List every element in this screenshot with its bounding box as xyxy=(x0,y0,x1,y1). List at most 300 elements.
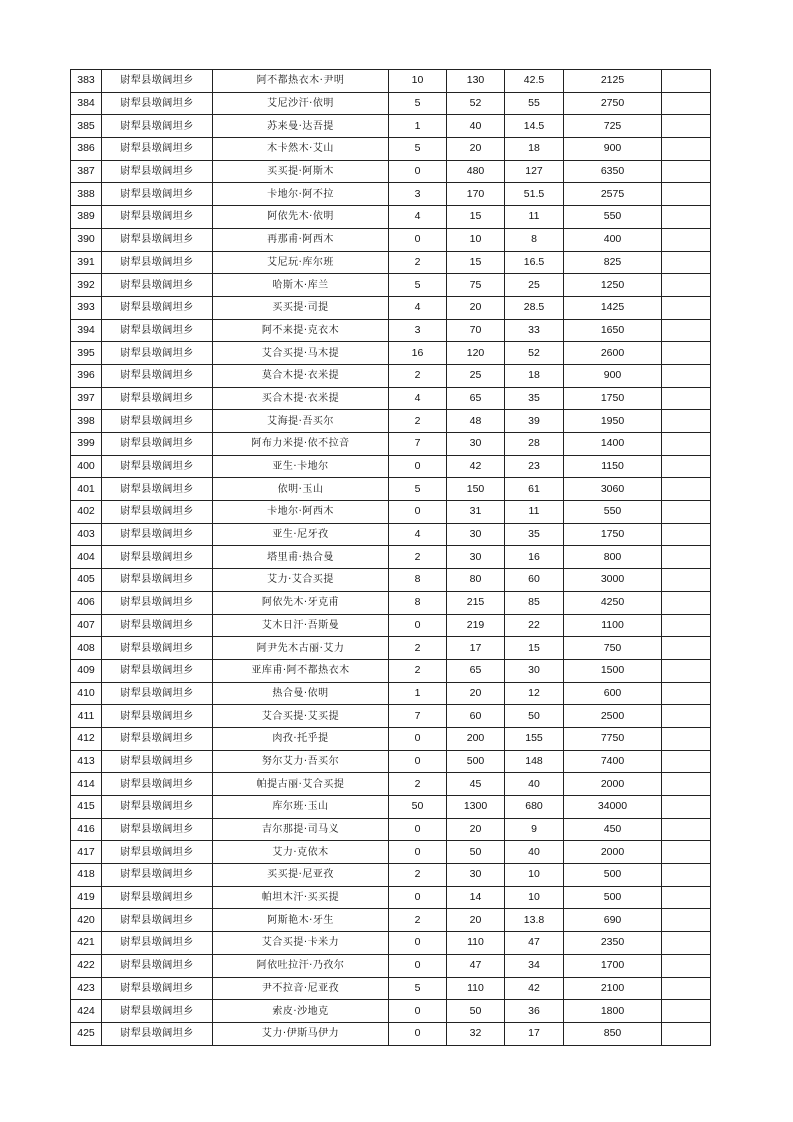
name-cell: 阿依吐拉汗·乃孜尔 xyxy=(213,954,389,977)
table-row xyxy=(71,160,711,183)
row-index: 387 xyxy=(71,160,102,183)
remark-cell xyxy=(662,501,711,524)
amount-cell: 2575 xyxy=(564,183,662,206)
value-1-cell: 0 xyxy=(389,932,447,955)
township-cell: 尉犁县墩阔坦乡 xyxy=(102,523,213,546)
value-2-cell: 215 xyxy=(447,591,505,614)
amount-cell: 6350 xyxy=(564,160,662,183)
row-index: 401 xyxy=(71,478,102,501)
data-table-container xyxy=(70,69,711,1046)
remark-cell xyxy=(662,591,711,614)
value-3-cell: 34 xyxy=(505,954,564,977)
value-1-cell: 2 xyxy=(389,773,447,796)
name-cell: 亚生·尼牙孜 xyxy=(213,523,389,546)
value-2-cell: 75 xyxy=(447,274,505,297)
remark-cell xyxy=(662,206,711,229)
value-1-cell: 10 xyxy=(389,70,447,93)
value-2-cell: 17 xyxy=(447,637,505,660)
amount-cell: 3000 xyxy=(564,569,662,592)
value-1-cell: 2 xyxy=(389,546,447,569)
township-cell: 尉犁县墩阔坦乡 xyxy=(102,296,213,319)
value-2-cell: 10 xyxy=(447,228,505,251)
township-cell: 尉犁县墩阔坦乡 xyxy=(102,455,213,478)
name-cell: 艾海提·吾买尔 xyxy=(213,410,389,433)
amount-cell: 825 xyxy=(564,251,662,274)
name-cell: 努尔艾力·吾买尔 xyxy=(213,750,389,773)
row-index: 424 xyxy=(71,1000,102,1023)
name-cell: 阿不都热衣木·尹明 xyxy=(213,70,389,93)
table-row xyxy=(71,523,711,546)
row-index: 385 xyxy=(71,115,102,138)
table-row xyxy=(71,387,711,410)
row-index: 411 xyxy=(71,705,102,728)
table-row xyxy=(71,478,711,501)
remark-cell xyxy=(662,342,711,365)
value-3-cell: 35 xyxy=(505,523,564,546)
value-3-cell: 30 xyxy=(505,659,564,682)
value-1-cell: 7 xyxy=(389,433,447,456)
value-3-cell: 25 xyxy=(505,274,564,297)
value-2-cell: 52 xyxy=(447,92,505,115)
value-1-cell: 5 xyxy=(389,138,447,161)
row-index: 392 xyxy=(71,274,102,297)
remark-cell xyxy=(662,319,711,342)
value-2-cell: 150 xyxy=(447,478,505,501)
row-index: 425 xyxy=(71,1022,102,1045)
row-index: 421 xyxy=(71,932,102,955)
amount-cell: 2750 xyxy=(564,92,662,115)
name-cell: 哈斯木·库兰 xyxy=(213,274,389,297)
value-1-cell: 0 xyxy=(389,614,447,637)
township-cell: 尉犁县墩阔坦乡 xyxy=(102,591,213,614)
table-row xyxy=(71,750,711,773)
amount-cell: 550 xyxy=(564,501,662,524)
name-cell: 莫合木提·衣米提 xyxy=(213,364,389,387)
township-cell: 尉犁县墩阔坦乡 xyxy=(102,183,213,206)
value-2-cell: 80 xyxy=(447,569,505,592)
remark-cell xyxy=(662,455,711,478)
amount-cell: 7400 xyxy=(564,750,662,773)
amount-cell: 1150 xyxy=(564,455,662,478)
value-2-cell: 15 xyxy=(447,206,505,229)
township-cell: 尉犁县墩阔坦乡 xyxy=(102,659,213,682)
name-cell: 肉孜·托乎提 xyxy=(213,727,389,750)
name-cell: 塔里甫·热合曼 xyxy=(213,546,389,569)
row-index: 412 xyxy=(71,727,102,750)
row-index: 384 xyxy=(71,92,102,115)
row-index: 404 xyxy=(71,546,102,569)
amount-cell: 2000 xyxy=(564,773,662,796)
township-cell: 尉犁县墩阔坦乡 xyxy=(102,274,213,297)
value-2-cell: 48 xyxy=(447,410,505,433)
row-index: 406 xyxy=(71,591,102,614)
amount-cell: 1950 xyxy=(564,410,662,433)
remark-cell xyxy=(662,886,711,909)
row-index: 419 xyxy=(71,886,102,909)
table-row xyxy=(71,92,711,115)
table-row xyxy=(71,115,711,138)
value-1-cell: 5 xyxy=(389,478,447,501)
value-3-cell: 28.5 xyxy=(505,296,564,319)
value-3-cell: 13.8 xyxy=(505,909,564,932)
value-3-cell: 127 xyxy=(505,160,564,183)
value-2-cell: 40 xyxy=(447,115,505,138)
value-1-cell: 5 xyxy=(389,977,447,1000)
row-index: 414 xyxy=(71,773,102,796)
remark-cell xyxy=(662,659,711,682)
name-cell: 帕坦木汗·买买提 xyxy=(213,886,389,909)
name-cell: 库尔班·玉山 xyxy=(213,796,389,819)
name-cell: 阿不来提·克衣木 xyxy=(213,319,389,342)
name-cell: 艾合买提·卡米力 xyxy=(213,932,389,955)
table-row xyxy=(71,70,711,93)
table-body xyxy=(71,70,711,1046)
amount-cell: 7750 xyxy=(564,727,662,750)
value-3-cell: 16.5 xyxy=(505,251,564,274)
value-1-cell: 4 xyxy=(389,296,447,319)
value-2-cell: 20 xyxy=(447,682,505,705)
value-3-cell: 40 xyxy=(505,773,564,796)
name-cell: 苏来曼·达吾提 xyxy=(213,115,389,138)
amount-cell: 2125 xyxy=(564,70,662,93)
value-3-cell: 85 xyxy=(505,591,564,614)
value-3-cell: 60 xyxy=(505,569,564,592)
township-cell: 尉犁县墩阔坦乡 xyxy=(102,569,213,592)
value-1-cell: 5 xyxy=(389,92,447,115)
value-2-cell: 31 xyxy=(447,501,505,524)
table-row xyxy=(71,455,711,478)
name-cell: 索皮·沙地克 xyxy=(213,1000,389,1023)
value-3-cell: 15 xyxy=(505,637,564,660)
row-index: 405 xyxy=(71,569,102,592)
table-row xyxy=(71,864,711,887)
remark-cell xyxy=(662,1000,711,1023)
row-index: 409 xyxy=(71,659,102,682)
value-3-cell: 40 xyxy=(505,841,564,864)
row-index: 397 xyxy=(71,387,102,410)
remark-cell xyxy=(662,977,711,1000)
township-cell: 尉犁县墩阔坦乡 xyxy=(102,70,213,93)
value-1-cell: 2 xyxy=(389,909,447,932)
value-2-cell: 47 xyxy=(447,954,505,977)
township-cell: 尉犁县墩阔坦乡 xyxy=(102,115,213,138)
remark-cell xyxy=(662,727,711,750)
value-2-cell: 110 xyxy=(447,977,505,1000)
amount-cell: 450 xyxy=(564,818,662,841)
remark-cell xyxy=(662,909,711,932)
row-index: 408 xyxy=(71,637,102,660)
value-2-cell: 219 xyxy=(447,614,505,637)
row-index: 393 xyxy=(71,296,102,319)
table-row xyxy=(71,682,711,705)
value-3-cell: 50 xyxy=(505,705,564,728)
value-2-cell: 30 xyxy=(447,523,505,546)
township-cell: 尉犁县墩阔坦乡 xyxy=(102,909,213,932)
remark-cell xyxy=(662,478,711,501)
township-cell: 尉犁县墩阔坦乡 xyxy=(102,501,213,524)
township-cell: 尉犁县墩阔坦乡 xyxy=(102,773,213,796)
value-3-cell: 16 xyxy=(505,546,564,569)
row-index: 415 xyxy=(71,796,102,819)
remark-cell xyxy=(662,296,711,319)
township-cell: 尉犁县墩阔坦乡 xyxy=(102,614,213,637)
value-1-cell: 0 xyxy=(389,841,447,864)
name-cell: 买买提·阿斯木 xyxy=(213,160,389,183)
table-row xyxy=(71,1000,711,1023)
value-3-cell: 61 xyxy=(505,478,564,501)
value-3-cell: 18 xyxy=(505,138,564,161)
remark-cell xyxy=(662,682,711,705)
remark-cell xyxy=(662,70,711,93)
table-row xyxy=(71,501,711,524)
value-2-cell: 65 xyxy=(447,387,505,410)
remark-cell xyxy=(662,364,711,387)
data-table xyxy=(70,69,711,1046)
name-cell: 尹不拉音·尼亚孜 xyxy=(213,977,389,1000)
remark-cell xyxy=(662,705,711,728)
row-index: 388 xyxy=(71,183,102,206)
township-cell: 尉犁县墩阔坦乡 xyxy=(102,750,213,773)
value-1-cell: 2 xyxy=(389,637,447,660)
remark-cell xyxy=(662,433,711,456)
amount-cell: 690 xyxy=(564,909,662,932)
value-3-cell: 148 xyxy=(505,750,564,773)
value-2-cell: 120 xyxy=(447,342,505,365)
amount-cell: 1500 xyxy=(564,659,662,682)
remark-cell xyxy=(662,251,711,274)
value-3-cell: 42 xyxy=(505,977,564,1000)
value-1-cell: 0 xyxy=(389,501,447,524)
name-cell: 依明·玉山 xyxy=(213,478,389,501)
amount-cell: 725 xyxy=(564,115,662,138)
table-row xyxy=(71,637,711,660)
value-1-cell: 1 xyxy=(389,115,447,138)
value-3-cell: 8 xyxy=(505,228,564,251)
table-row xyxy=(71,954,711,977)
table-row xyxy=(71,206,711,229)
row-index: 390 xyxy=(71,228,102,251)
remark-cell xyxy=(662,818,711,841)
name-cell: 买合木提·衣米提 xyxy=(213,387,389,410)
remark-cell xyxy=(662,569,711,592)
name-cell: 阿尹先木古丽·艾力 xyxy=(213,637,389,660)
amount-cell: 500 xyxy=(564,886,662,909)
value-3-cell: 14.5 xyxy=(505,115,564,138)
row-index: 417 xyxy=(71,841,102,864)
name-cell: 再那甫·阿西木 xyxy=(213,228,389,251)
township-cell: 尉犁县墩阔坦乡 xyxy=(102,932,213,955)
value-1-cell: 2 xyxy=(389,864,447,887)
value-2-cell: 32 xyxy=(447,1022,505,1045)
remark-cell xyxy=(662,750,711,773)
amount-cell: 1250 xyxy=(564,274,662,297)
table-row xyxy=(71,364,711,387)
table-row xyxy=(71,433,711,456)
value-1-cell: 0 xyxy=(389,1000,447,1023)
name-cell: 卡地尔·阿不拉 xyxy=(213,183,389,206)
table-row xyxy=(71,138,711,161)
value-1-cell: 3 xyxy=(389,319,447,342)
remark-cell xyxy=(662,92,711,115)
township-cell: 尉犁县墩阔坦乡 xyxy=(102,637,213,660)
value-2-cell: 42 xyxy=(447,455,505,478)
value-1-cell: 0 xyxy=(389,750,447,773)
name-cell: 买买提·司提 xyxy=(213,296,389,319)
township-cell: 尉犁县墩阔坦乡 xyxy=(102,841,213,864)
amount-cell: 800 xyxy=(564,546,662,569)
value-3-cell: 11 xyxy=(505,501,564,524)
value-2-cell: 30 xyxy=(447,546,505,569)
township-cell: 尉犁县墩阔坦乡 xyxy=(102,387,213,410)
remark-cell xyxy=(662,546,711,569)
amount-cell: 1750 xyxy=(564,387,662,410)
remark-cell xyxy=(662,796,711,819)
table-row xyxy=(71,1022,711,1045)
table-row xyxy=(71,841,711,864)
amount-cell: 850 xyxy=(564,1022,662,1045)
row-index: 386 xyxy=(71,138,102,161)
row-index: 416 xyxy=(71,818,102,841)
amount-cell: 4250 xyxy=(564,591,662,614)
amount-cell: 2000 xyxy=(564,841,662,864)
township-cell: 尉犁县墩阔坦乡 xyxy=(102,682,213,705)
amount-cell: 2500 xyxy=(564,705,662,728)
name-cell: 艾力·伊斯马伊力 xyxy=(213,1022,389,1045)
remark-cell xyxy=(662,954,711,977)
value-2-cell: 25 xyxy=(447,364,505,387)
remark-cell xyxy=(662,387,711,410)
name-cell: 帕提古丽·艾合买提 xyxy=(213,773,389,796)
value-1-cell: 0 xyxy=(389,160,447,183)
remark-cell xyxy=(662,773,711,796)
table-row xyxy=(71,342,711,365)
name-cell: 阿布力米提·依不拉音 xyxy=(213,433,389,456)
amount-cell: 1700 xyxy=(564,954,662,977)
row-index: 395 xyxy=(71,342,102,365)
amount-cell: 1800 xyxy=(564,1000,662,1023)
value-3-cell: 33 xyxy=(505,319,564,342)
amount-cell: 400 xyxy=(564,228,662,251)
township-cell: 尉犁县墩阔坦乡 xyxy=(102,1000,213,1023)
table-row xyxy=(71,727,711,750)
row-index: 407 xyxy=(71,614,102,637)
value-1-cell: 4 xyxy=(389,523,447,546)
amount-cell: 2600 xyxy=(564,342,662,365)
value-2-cell: 1300 xyxy=(447,796,505,819)
township-cell: 尉犁县墩阔坦乡 xyxy=(102,138,213,161)
value-1-cell: 0 xyxy=(389,455,447,478)
value-3-cell: 28 xyxy=(505,433,564,456)
row-index: 389 xyxy=(71,206,102,229)
name-cell: 艾木日汗·吾斯曼 xyxy=(213,614,389,637)
township-cell: 尉犁县墩阔坦乡 xyxy=(102,342,213,365)
value-2-cell: 15 xyxy=(447,251,505,274)
value-1-cell: 4 xyxy=(389,206,447,229)
table-row xyxy=(71,251,711,274)
row-index: 402 xyxy=(71,501,102,524)
row-index: 403 xyxy=(71,523,102,546)
value-1-cell: 8 xyxy=(389,591,447,614)
township-cell: 尉犁县墩阔坦乡 xyxy=(102,364,213,387)
value-1-cell: 2 xyxy=(389,251,447,274)
township-cell: 尉犁县墩阔坦乡 xyxy=(102,228,213,251)
table-row xyxy=(71,228,711,251)
value-3-cell: 9 xyxy=(505,818,564,841)
township-cell: 尉犁县墩阔坦乡 xyxy=(102,319,213,342)
value-3-cell: 35 xyxy=(505,387,564,410)
amount-cell: 1750 xyxy=(564,523,662,546)
value-3-cell: 680 xyxy=(505,796,564,819)
value-3-cell: 22 xyxy=(505,614,564,637)
row-index: 418 xyxy=(71,864,102,887)
township-cell: 尉犁县墩阔坦乡 xyxy=(102,206,213,229)
value-2-cell: 20 xyxy=(447,296,505,319)
amount-cell: 34000 xyxy=(564,796,662,819)
table-row xyxy=(71,909,711,932)
name-cell: 阿依先木·依明 xyxy=(213,206,389,229)
value-2-cell: 50 xyxy=(447,841,505,864)
amount-cell: 900 xyxy=(564,138,662,161)
name-cell: 艾合买提·艾买提 xyxy=(213,705,389,728)
township-cell: 尉犁县墩阔坦乡 xyxy=(102,1022,213,1045)
table-row xyxy=(71,796,711,819)
name-cell: 阿依先木·牙克甫 xyxy=(213,591,389,614)
remark-cell xyxy=(662,183,711,206)
value-3-cell: 10 xyxy=(505,864,564,887)
row-index: 391 xyxy=(71,251,102,274)
value-2-cell: 65 xyxy=(447,659,505,682)
township-cell: 尉犁县墩阔坦乡 xyxy=(102,433,213,456)
remark-cell xyxy=(662,523,711,546)
amount-cell: 2350 xyxy=(564,932,662,955)
amount-cell: 1425 xyxy=(564,296,662,319)
name-cell: 卡地尔·阿西木 xyxy=(213,501,389,524)
row-index: 398 xyxy=(71,410,102,433)
value-3-cell: 47 xyxy=(505,932,564,955)
value-3-cell: 42.5 xyxy=(505,70,564,93)
value-1-cell: 8 xyxy=(389,569,447,592)
value-3-cell: 52 xyxy=(505,342,564,365)
amount-cell: 2100 xyxy=(564,977,662,1000)
amount-cell: 1650 xyxy=(564,319,662,342)
value-2-cell: 480 xyxy=(447,160,505,183)
value-1-cell: 0 xyxy=(389,886,447,909)
table-row xyxy=(71,546,711,569)
name-cell: 亚生·卡地尔 xyxy=(213,455,389,478)
township-cell: 尉犁县墩阔坦乡 xyxy=(102,546,213,569)
value-1-cell: 4 xyxy=(389,387,447,410)
table-row xyxy=(71,319,711,342)
value-1-cell: 5 xyxy=(389,274,447,297)
remark-cell xyxy=(662,864,711,887)
value-2-cell: 170 xyxy=(447,183,505,206)
table-row xyxy=(71,977,711,1000)
township-cell: 尉犁县墩阔坦乡 xyxy=(102,160,213,183)
value-1-cell: 0 xyxy=(389,727,447,750)
value-3-cell: 11 xyxy=(505,206,564,229)
amount-cell: 900 xyxy=(564,364,662,387)
value-2-cell: 60 xyxy=(447,705,505,728)
row-index: 400 xyxy=(71,455,102,478)
name-cell: 热合曼·依明 xyxy=(213,682,389,705)
table-row xyxy=(71,296,711,319)
value-3-cell: 39 xyxy=(505,410,564,433)
value-2-cell: 20 xyxy=(447,818,505,841)
row-index: 394 xyxy=(71,319,102,342)
amount-cell: 3060 xyxy=(564,478,662,501)
remark-cell xyxy=(662,138,711,161)
remark-cell xyxy=(662,274,711,297)
